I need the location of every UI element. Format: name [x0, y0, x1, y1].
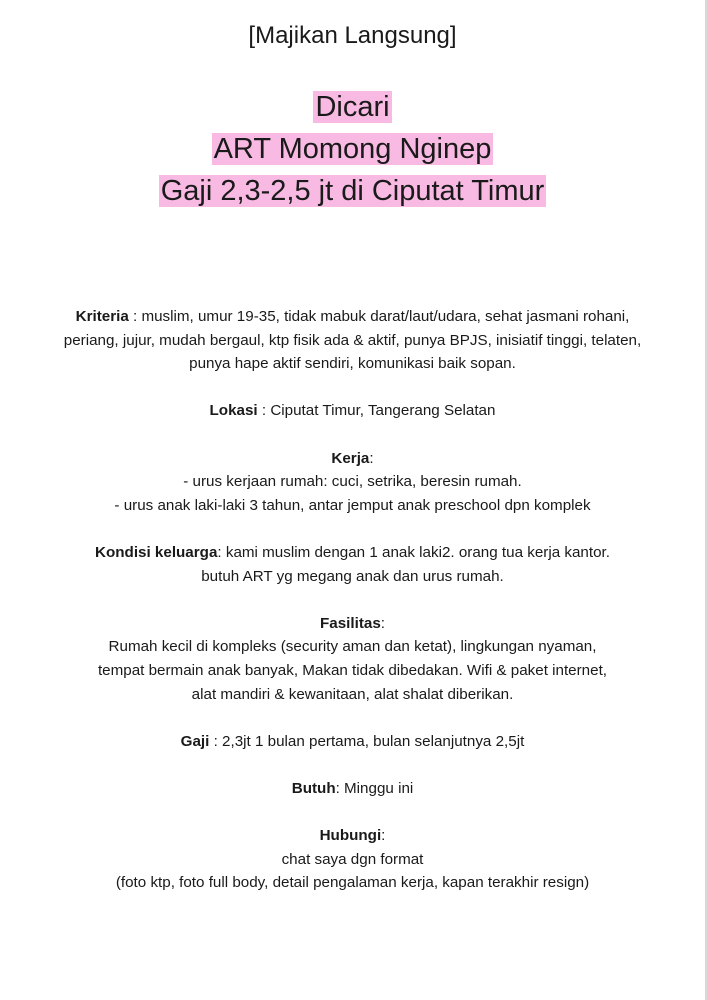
section-lokasi — [0, 399, 705, 423]
text: periang, jujur, mudah bergaul, ktp fisik ada & aktif, punya BPJS, inisiatif tinggi, telaten, — [63, 331, 642, 349]
label: Kriteria — [75, 308, 129, 325]
label: Butuh — [291, 779, 336, 797]
title-line: Dicari — [315, 91, 390, 123]
text: : kami muslim dengan 1 anak laki2. orang tua kerja kantor. — [217, 543, 610, 561]
text: : Ciputat Timur, Tangerang Selatan — [257, 402, 496, 420]
section-hubungi — [0, 824, 705, 895]
text: butuh ART yg megang anak dan urus rumah. — [201, 567, 504, 585]
label: Kondisi keluarga — [95, 543, 218, 561]
section-kondisi — [0, 541, 705, 588]
label: Hubungi — [319, 827, 382, 845]
section-kerja — [0, 447, 705, 518]
text: (foto ktp, foto full body, detail pengalaman kerja, kapan terakhir resign) — [115, 874, 590, 892]
text: : — [369, 449, 374, 467]
label: Gaji — [180, 732, 210, 750]
text: - urus kerjaan rumah: cuci, setrika, beresin rumah. — [183, 473, 522, 491]
job-details — [0, 305, 705, 918]
title-line: Gaji 2,3-2,5 jt di Ciputat Timur — [160, 175, 545, 207]
title-line: ART Momong Nginep — [213, 133, 492, 165]
title — [0, 86, 705, 212]
text: : 2,3jt 1 bulan pertama, bulan selanjutnya 2,5jt — [209, 732, 525, 750]
text: chat saya dgn format — [281, 850, 424, 868]
label: Kerja — [331, 449, 370, 467]
label: Fasilitas — [319, 614, 381, 632]
text: : — [380, 614, 385, 632]
section-kriteria — [0, 305, 705, 376]
text: tempat bermain anak banyak, Makan tidak dibedakan. Wifi & paket internet, — [97, 661, 608, 679]
text: - urus anak laki-laki 3 tahun, antar jemput anak preschool dpn komplek — [114, 496, 591, 514]
section-butuh — [0, 777, 705, 801]
text: punya hape aktif sendiri, komunikasi baik sopan. — [189, 355, 516, 373]
section-fasilitas — [0, 612, 705, 706]
text: : — [381, 827, 386, 845]
text: alat mandiri & kewanitaan, alat shalat diberikan. — [191, 685, 514, 703]
header: [Majikan Langsung] — [248, 22, 457, 49]
text: Rumah kecil di kompleks (security aman dan ketat), lingkungan nyaman, — [108, 638, 597, 656]
section-gaji — [0, 730, 705, 754]
label: Lokasi — [209, 402, 258, 420]
text: : muslim, umur 19-35, tidak mabuk darat/laut/udara, sehat jasmani rohani, — [128, 308, 630, 325]
text: : Minggu ini — [335, 779, 414, 797]
